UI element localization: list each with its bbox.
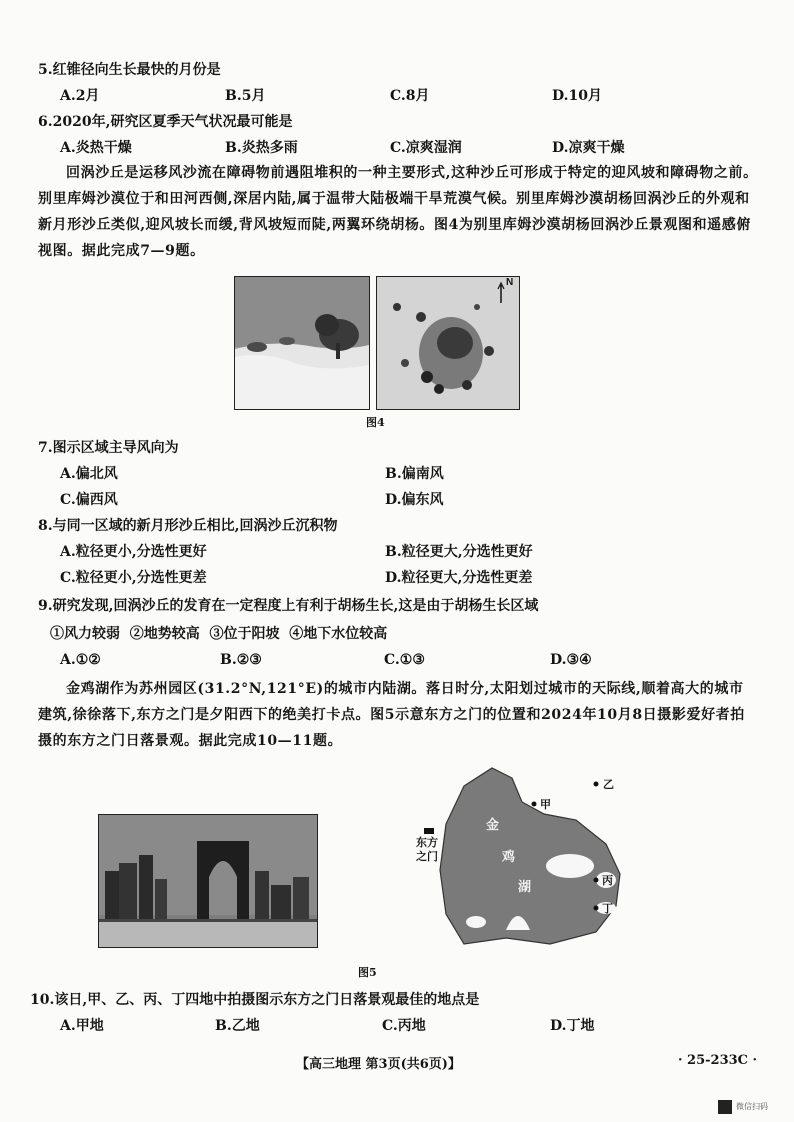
lake-label-hu: 湖 xyxy=(518,880,532,895)
option[interactable]: A.炎热干燥 xyxy=(60,140,132,156)
option[interactable]: C.①③ xyxy=(384,652,425,668)
gate-label-line2: 之门 xyxy=(416,850,438,863)
option[interactable]: A.粒径更小,分选性更好 xyxy=(60,544,207,560)
option[interactable]: D.凉爽干燥 xyxy=(552,140,625,156)
option[interactable]: C.凉爽湿润 xyxy=(390,140,462,156)
page-footer-code: · 25-233C · xyxy=(678,1053,758,1068)
option[interactable]: A.2月 xyxy=(60,88,100,104)
option[interactable]: D.丁地 xyxy=(550,1018,595,1034)
option[interactable]: A.偏北风 xyxy=(60,466,118,482)
passage-jinji-lake: 金鸡湖作为苏州园区(31.2°N,121°E)的城市内陆湖。落日时分,太阳划过城市的天际线,顺着高大的城市建筑,徐徐落下,东方之门是夕阳西下的绝美打卡点。图5示意东方之门的位置和2024年10月8日摄影爱好者拍摄的东方之门日落景观。据此完成10—11题。 xyxy=(38,681,745,749)
question-7-stem: 7.图示区域主导风向为 xyxy=(38,440,179,456)
option[interactable]: D.粒径更大,分选性更差 xyxy=(385,570,533,586)
dune-landscape-photo xyxy=(234,276,370,410)
passage-dunes: 回涡沙丘是运移风沙流在障碍物前遇阻堆积的一种主要形式,这种沙丘可形成于特定的迎风坡和障碍物之前。别里库姆沙漠位于和田河西侧,深居内陆,属于温带大陆极端干旱荒漠气候。别里库姆沙漠胡杨回涡沙丘的外观和新月形沙丘类似,迎风坡长而缓,背风坡短而陡,两翼环绕胡杨。图4为别里库姆沙漠胡杨回涡沙丘景观图和遥感俯视图。据此完成7—9题。 xyxy=(38,165,758,259)
option[interactable]: A.①② xyxy=(60,652,101,668)
gate-label-line1: 东方 xyxy=(416,836,438,849)
point-label-jia: 甲 xyxy=(540,798,551,811)
question-9-stem: 9.研究发现,回涡沙丘的发育在一定程度上有利于胡杨生长,这是由于胡杨生长区域 xyxy=(38,598,539,614)
option[interactable]: B.5月 xyxy=(225,88,266,104)
question-8-stem: 8.与同一区域的新月形沙丘相比,回涡沙丘沉积物 xyxy=(38,518,338,534)
point-label-ding: 丁 xyxy=(602,902,613,915)
qr-code-text: 微信扫码 xyxy=(736,1102,768,1111)
lake-label-jin: 金 xyxy=(486,818,500,833)
question-9-items: ①风力较弱 ②地势较高 ③位于阳坡 ④地下水位较高 xyxy=(50,626,388,642)
question-10-stem: 10.该日,甲、乙、丙、丁四地中拍摄图示东方之门日落景观最佳的地点是 xyxy=(30,992,480,1008)
gate-of-orient-sunset-photo xyxy=(98,814,318,948)
option[interactable]: C.粒径更小,分选性更差 xyxy=(60,570,207,586)
option[interactable]: C.8月 xyxy=(390,88,430,104)
option[interactable]: B.偏南风 xyxy=(385,466,444,482)
question-5-stem: 5.红锥径向生长最快的月份是 xyxy=(38,62,221,78)
option[interactable]: B.粒径更大,分选性更好 xyxy=(385,544,533,560)
north-arrow-label: N xyxy=(506,277,514,288)
point-label-bing: 丙 xyxy=(602,874,613,887)
option[interactable]: D.偏东风 xyxy=(385,492,444,508)
qr-code-icon xyxy=(718,1100,732,1114)
figure-4-caption: 图4 xyxy=(366,416,385,429)
option[interactable]: C.丙地 xyxy=(382,1018,426,1034)
option[interactable]: A.甲地 xyxy=(60,1018,104,1034)
jinji-lake-map xyxy=(410,762,640,952)
lake-label-ji: 鸡 xyxy=(502,850,516,865)
option[interactable]: B.②③ xyxy=(220,652,262,668)
option[interactable]: B.乙地 xyxy=(215,1018,260,1034)
dune-remote-sensing-photo xyxy=(376,276,520,410)
option[interactable]: C.偏西风 xyxy=(60,492,118,508)
option[interactable]: D.10月 xyxy=(552,88,602,104)
point-label-yi: 乙 xyxy=(603,778,614,791)
option[interactable]: D.③④ xyxy=(550,652,592,668)
option[interactable]: B.炎热多雨 xyxy=(225,140,298,156)
figure-5-caption: 图5 xyxy=(358,966,377,979)
page-footer-center: 【高三地理 第3页(共6页)】 xyxy=(296,1057,461,1072)
question-6-stem: 6.2020年,研究区夏季天气状况最可能是 xyxy=(38,114,293,130)
